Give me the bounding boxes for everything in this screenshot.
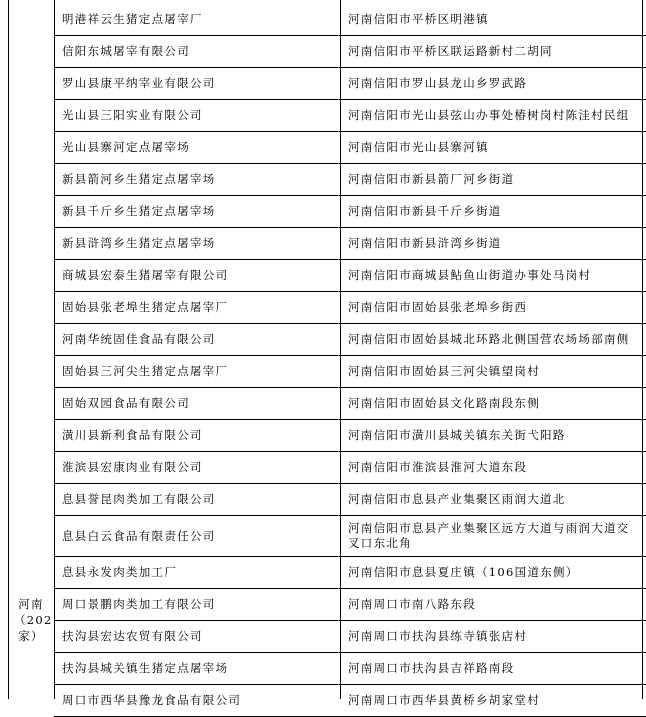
company-name-cell: 商城县宏泰生猪屠宰有限公司 (62, 268, 229, 282)
address-cell: 河南信阳市罗山县龙山乡罗武路 (348, 76, 528, 90)
address-cell: 河南信阳市平桥区明港镇 (348, 12, 489, 26)
company-name-cell: 息县永发肉类加工厂 (62, 565, 178, 579)
table-row (54, 260, 646, 292)
address-cell: 河南信阳市商城县鲇鱼山街道办事处马岗村 (348, 268, 592, 282)
address-cell: 河南信阳市光山县弦山办事处椿树岗村陈洼村民组 (348, 108, 630, 122)
company-name-cell: 新县千斤乡生猪定点屠宰场 (62, 204, 216, 218)
table-row (54, 164, 646, 196)
company-name-cell: 息县誉昆肉类加工有限公司 (62, 492, 216, 506)
company-name-cell: 扶沟县宏达农贸有限公司 (62, 629, 203, 643)
province-name: 河南 (18, 597, 44, 611)
address-cell: 河南信阳市潢川县城关镇东关街弋阳路 (348, 428, 566, 442)
company-name-cell: 新县浒湾乡生猪定点屠宰场 (62, 236, 216, 250)
company-name-cell: 潢川县新利食品有限公司 (62, 428, 203, 442)
table-row (54, 420, 646, 452)
address-cell: 河南信阳市淮滨县淮河大道东段 (348, 460, 528, 474)
table-row (54, 388, 646, 420)
company-name-cell: 淮滨县宏康肉业有限公司 (62, 460, 203, 474)
table-row (54, 4, 646, 36)
company-name-cell: 息县白云食品有限责任公司 (62, 528, 216, 543)
company-name-cell: 罗山县康平纳宰业有限公司 (62, 76, 216, 90)
address-cell: 河南信阳市固始县城北环路北侧国营农场场部南侧 (348, 332, 630, 346)
address-cell: 河南信阳市固始县文化路南段东侧 (348, 396, 540, 410)
address-cell: 河南信阳市新县千斤乡街道 (348, 204, 502, 218)
company-name-cell: 信阳东城屠宰有限公司 (62, 44, 190, 58)
table-row (54, 653, 646, 685)
company-name-cell: 周口景鹏肉类加工有限公司 (62, 597, 216, 611)
table-row (54, 621, 646, 653)
address-cell: 河南周口市扶沟县练寺镇张店村 (348, 629, 528, 643)
address-cell: 河南周口市西华县黄桥乡胡家堂村 (348, 693, 540, 707)
address-cell: 河南周口市扶沟县吉祥路南段 (348, 661, 515, 675)
table-row (54, 68, 646, 100)
company-name-cell: 新县箭河乡生猪定点屠宰场 (62, 172, 216, 186)
address-cell: 河南信阳市平桥区联运路新村二胡同 (348, 44, 553, 58)
company-name-cell: 固始县张老埠生猪定点屠宰厂 (62, 300, 229, 314)
table-border-left (8, 0, 9, 699)
table-row (54, 292, 646, 324)
address-cell: 河南信阳市固始县三河尖镇望岗村 (348, 364, 540, 378)
table-row (54, 100, 646, 132)
table-row (54, 516, 646, 557)
address-cell: 河南周口市南八路东段 (348, 597, 476, 611)
address-cell: 河南信阳市新县浒湾乡街道 (348, 236, 502, 250)
address-cell: 河南信阳市息县夏庄镇（106国道东侧） (348, 565, 579, 579)
company-name-cell: 河南华统固佳食品有限公司 (62, 332, 216, 346)
company-name-cell: 光山县三阳实业有限公司 (62, 108, 203, 122)
table-row (54, 196, 646, 228)
province-count: （202 (14, 613, 53, 627)
table-row (54, 132, 646, 164)
province-cell (14, 596, 53, 644)
table-row (54, 685, 646, 717)
address-cell: 河南信阳市新县箭厂河乡街道 (348, 172, 515, 186)
province-count-unit: 家） (18, 629, 44, 643)
table-row (54, 452, 646, 484)
table-row (54, 324, 646, 356)
table-row (54, 228, 646, 260)
company-name-cell: 固始双园食品有限公司 (62, 396, 190, 410)
table-row (54, 356, 646, 388)
address-cell: 河南信阳市光山县寨河镇 (348, 140, 489, 154)
table-row (54, 36, 646, 68)
address-cell: 河南信阳市固始县张老埠乡街西 (348, 300, 528, 314)
table-row (54, 484, 646, 516)
address-cell: 河南信阳市息县产业集聚区雨润大道北 (348, 492, 566, 506)
table-row (54, 589, 646, 621)
table-row (54, 557, 646, 589)
company-name-cell: 固始县三河尖生猪定点屠宰厂 (62, 364, 229, 378)
address-cell: 河南信阳市息县产业集聚区远方大道与雨润大道交叉口东北角 (348, 521, 630, 550)
company-name-cell: 周口市西华县豫龙食品有限公司 (62, 693, 242, 707)
company-name-cell: 扶沟县城关镇生猪定点屠宰场 (62, 661, 229, 675)
company-name-cell: 光山县寨河定点屠宰场 (62, 140, 190, 154)
company-name-cell: 明港祥云生猪定点屠宰厂 (62, 12, 203, 26)
